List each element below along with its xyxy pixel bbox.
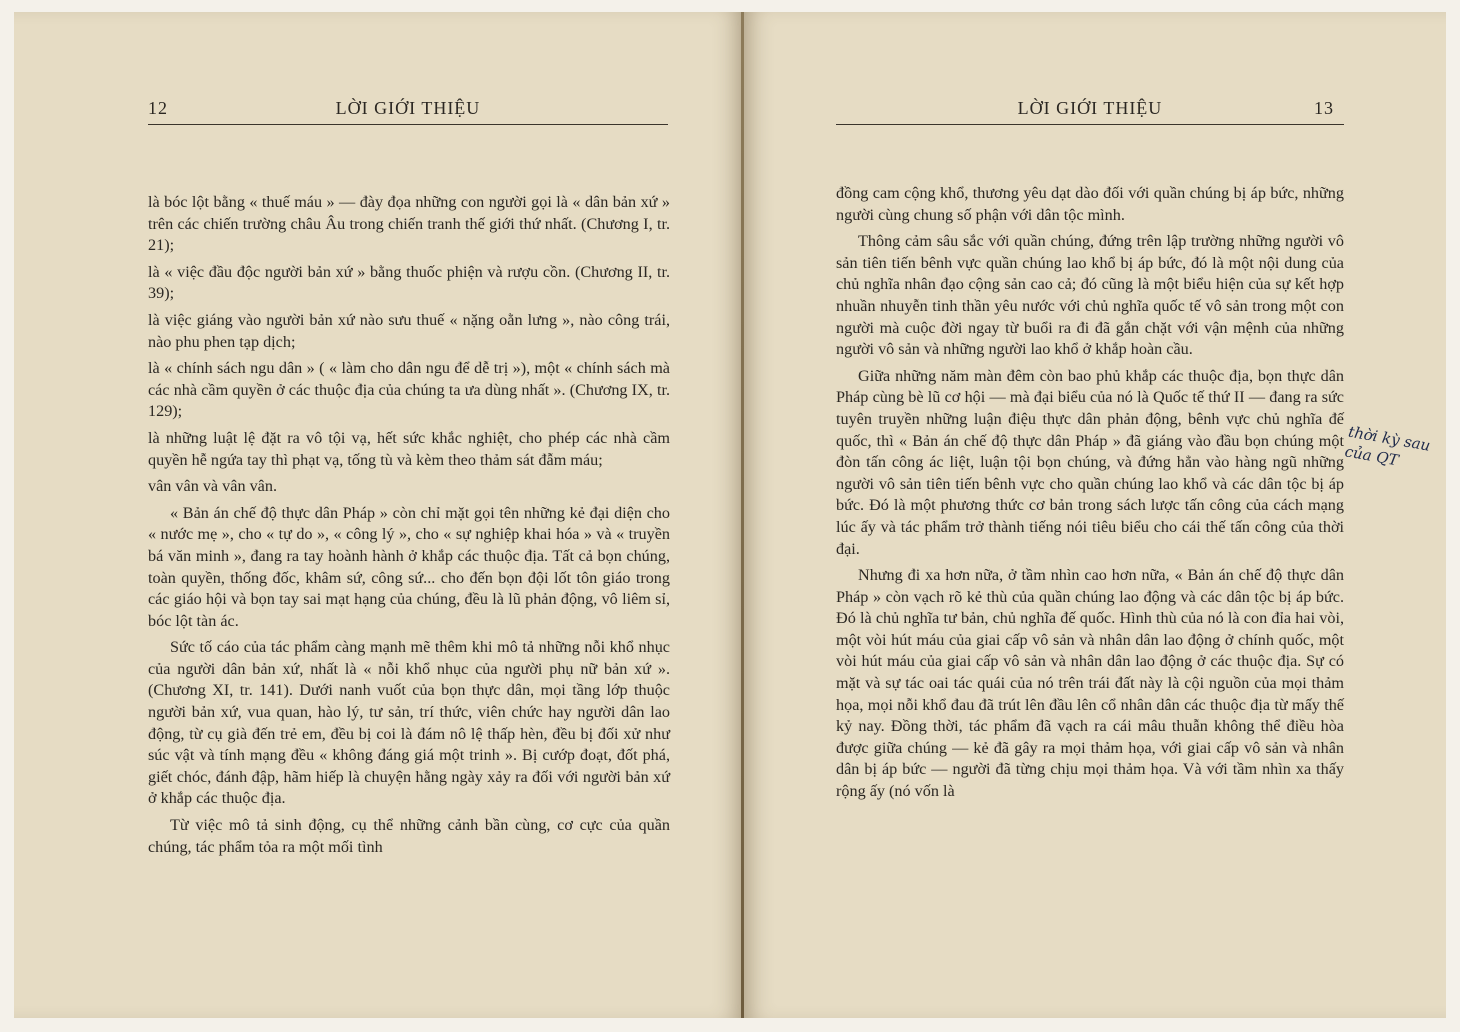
left-body-text: [148, 192, 670, 863]
paragraph: Từ việc mô tả sinh động, cụ thể những cảnh bần cùng, cơ cực của quần chúng, tác phẩm tỏa ra một mối tình: [148, 816, 670, 856]
page-number: 13: [1314, 98, 1334, 118]
paragraph: Nhưng đi xa hơn nữa, ở tầm nhìn cao hơn nữa, « Bản án chế độ thực dân Pháp » còn vạch rõ kẻ thù của quần chúng lao động và các dân tộc bị áp bức. Đó là chủ nghĩa tư bản, chủ nghĩa đế quốc. Hình thù của nó là con đỉa hai vòi, một vòi hút máu của giai cấp vô sản và nhân dân lao động ở chính quốc, một vòi hút máu của giai cấp vô sản và nhân dân lao động ở các thuộc địa. Sự có mặt và sự tác oai tác quái của nó trên trái đất này là cội nguồn của mọi thảm họa, mọi nỗi khổ đau đã trút lên đầu lên cổ nhân dân các thuộc địa từ mấy thế kỷ nay. Đồng thời, tác phẩm đã vạch ra cái mâu thuẫn không thể điều hòa được giữa chúng — kẻ đã gây ra mọi thảm họa, với giai cấp vô sản và nhân dân bị áp bức — người đã từng chịu mọi thảm họa. Và với tầm nhìn xa thấy rộng ấy (nó vốn là: [836, 566, 1344, 801]
paragraph: là việc giáng vào người bản xứ nào sưu thuế « nặng oằn lưng », nào công trái, nào phu phen tạp dịch;: [148, 310, 670, 351]
right-body-text: [836, 183, 1344, 808]
right-page: [744, 12, 1446, 1018]
right-running-header: [836, 92, 1344, 125]
paragraph: là « việc đầu độc người bản xứ » bằng thuốc phiện và rượu cồn. (Chương II, tr. 39);: [148, 262, 670, 303]
paragraph: « Bản án chế độ thực dân Pháp » còn chỉ mặt gọi tên những kẻ đại diện cho « nước mẹ », cho « tự do », « công lý », cho « sự nghiệp khai hóa » và « truyền bá văn minh », đang ra tay hoành hành ở khắp các thuộc địa. Tất cả bọn chúng, toàn quyền, thống đốc, khâm sứ, công sứ... cho đến bọn đội lốt tôn giáo trong các giáo hội và bọn tay sai mạt hạng của chúng, đều là lũ phản động, vô liêm sỉ, bóc lột tàn ác.: [148, 503, 670, 630]
paragraph: Sức tố cáo của tác phẩm càng mạnh mẽ thêm khi mô tả những nỗi khổ nhục của người dân bản xứ, nhất là « nỗi khổ nhục của người phụ nữ bản xứ ». (Chương XI, tr. 141). Dưới nanh vuốt của bọn thực dân, mọi tầng lớp thuộc người bản xứ, vua quan, hào lý, tư sản, trí thức, viên chức hay người dân lao động, từ cụ già đến trẻ em, đều bị coi là đám nô lệ thấp hèn, đều bị đối xử như súc vật và tính mạng đều « không đáng giá một trinh ». Bị cướp đoạt, đốt phá, giết chóc, đánh đập, hãm hiếp là chuyện hằng ngày xảy ra đối với người bản xứ ở khắp các thuộc địa.: [148, 638, 670, 808]
paragraph: là « chính sách ngu dân » ( « làm cho dân ngu để dễ trị »), một « chính sách mà các nhà cầm quyền ở các thuộc địa của chúng ta ưa dùng nhất ». (Chương IX, tr. 129);: [148, 359, 670, 421]
paragraph: vân vân và vân vân.: [148, 477, 278, 496]
paragraph: là bóc lột bằng « thuế máu » — đày đọa những con người gọi là « dân bản xứ » trên các chiến trường châu Âu trong chiến tranh thế giới thứ nhất. (Chương I, tr. 21);: [148, 193, 670, 255]
paragraph: đồng cam cộng khổ, thương yêu dạt dào đối với quần chúng bị áp bức, những người cùng chung số phận với dân tộc mình.: [836, 184, 1344, 224]
left-page: [14, 12, 743, 1018]
paragraph: Thông cảm sâu sắc với quần chúng, đứng trên lập trường những người vô sản tiên tiến bênh vực quần chúng lao khổ bị áp bức, đó là một nội dung của chủ nghĩa nhân đạo cộng sản cao cả; đó cũng là một biểu hiện của sự kết hợp nhuần nhuyễn tinh thần yêu nước với chủ nghĩa quốc tế vô sản trong một con người mà cuộc đời ngay từ buổi ra đi đã gắn chặt với vận mệnh của những người vô sản và những người lao khổ ở khắp hoàn cầu.: [836, 232, 1344, 359]
handwritten-margin-note: thời kỳ sau của QT: [1343, 422, 1432, 470]
running-title: LỜI GIỚI THIỆU: [1017, 98, 1163, 118]
paragraph: Giữa những năm màn đêm còn bao phủ khắp các thuộc địa, bọn thực dân Pháp cùng bè lũ cơ hội — mà đại biểu của nó là Quốc tế thứ II — đang ra sức tuyên truyền những luận điệu thực dân phản động, bênh vực chủ nghĩa đế quốc, thì « Bản án chế độ thực dân Pháp » đã giáng vào đầu bọn chúng một đòn tấn công ác liệt, luận tội bọn chúng, và đứng hẳn vào hàng ngũ những người vô sản tiên tiến bênh vực cho quần chúng lao khổ và các dân tộc bị áp bức. Đó là một phương thức cơ bản trong sách lược tấn công của cách mạng lúc ấy và tác phẩm trở thành tiếng nói tiêu biểu cho cái thế tấn công của thời đại.: [836, 366, 1344, 558]
page-number: 12: [148, 98, 168, 118]
left-running-header: [148, 92, 668, 125]
paragraph: là những luật lệ đặt ra vô tội vạ, hết sức khắc nghiệt, cho phép các nhà cầm quyền hễ ngứa tay thì phạt vạ, tống tù và kèm theo thảm sát đẫm máu;: [148, 428, 670, 469]
running-title: LỜI GIỚI THIỆU: [335, 98, 481, 118]
